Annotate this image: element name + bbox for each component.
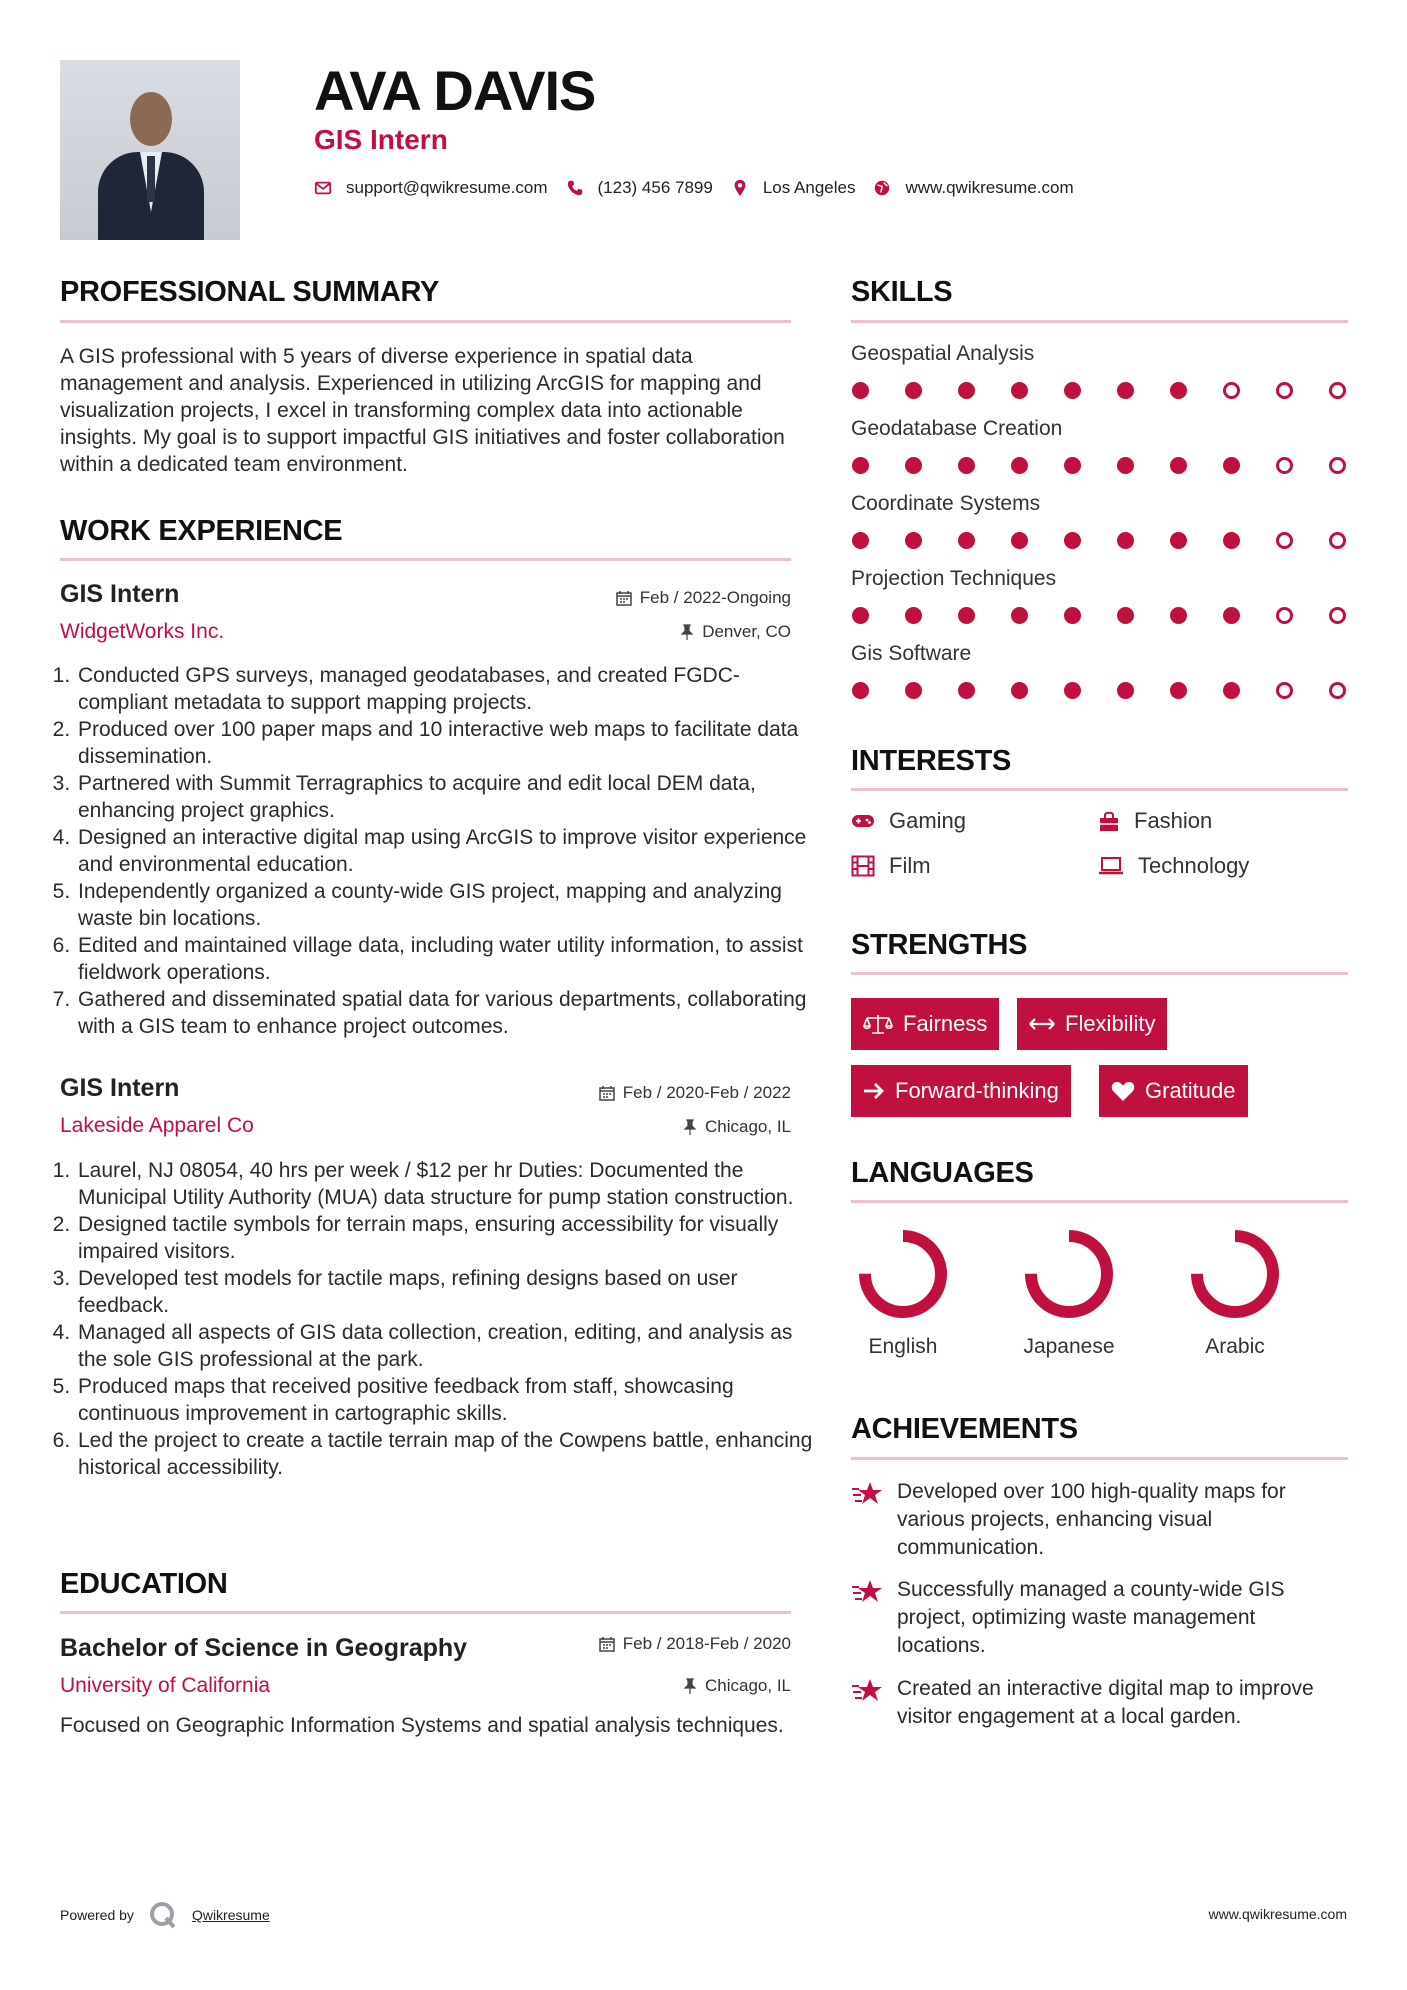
arrow-right-icon <box>863 1082 885 1100</box>
job-duties <box>58 662 816 1040</box>
interest-label: Gaming <box>889 808 967 833</box>
education-description: Focused on Geographic Information Systems and spatial analysis techniques. <box>60 1714 784 1737</box>
language-gauge-arc <box>865 1236 941 1312</box>
language-item <box>1170 1224 1300 1359</box>
skill-name: Gis Software <box>851 642 972 665</box>
rating-dot-filled <box>1117 457 1134 474</box>
rating-dot-filled <box>1011 607 1028 624</box>
rating-dot-filled <box>958 607 975 624</box>
language-gauge <box>1185 1224 1285 1324</box>
list-item: 3. Partnered with Summit Terragraphics to acquire and edit local DEM data, enhancing project graphics. <box>76 770 816 824</box>
rating-dot-empty <box>1276 532 1293 549</box>
rating-dot-filled <box>1011 457 1028 474</box>
contact-email[interactable] <box>314 178 548 198</box>
rating-dot-empty <box>1276 607 1293 624</box>
achievement-text: Created an interactive digital map to improve visitor engagement at a local garden. <box>897 1677 1314 1728</box>
contact-location-text: Los Angeles <box>762 178 856 197</box>
skills-rule <box>851 320 1348 323</box>
rating-dot-filled <box>852 532 869 549</box>
summary-rule <box>60 320 791 323</box>
calendar-icon <box>616 590 632 606</box>
language-label: Japanese <box>1023 1335 1115 1358</box>
rating-dot-empty <box>1329 682 1346 699</box>
summary-text: A GIS professional with 5 years of diverse experience in spatial data management and analysis. Experienced in utilizing ArcGIS for mapping and visualization projects, I excel in transforming complex data into actionable insights. My goal is to support impactful GIS initiatives and foster collaboration within a dedicated team environment. <box>60 345 785 476</box>
skill-rating <box>852 682 1382 699</box>
rating-dot-filled <box>1064 682 1081 699</box>
star-icon <box>851 1677 883 1705</box>
list-item: 7. Gathered and disseminated spatial data for various departments, collaborating with a GIS team to enhance project outcomes. <box>76 986 816 1040</box>
achievement-item <box>851 1576 1348 1660</box>
list-item: 4. Managed all aspects of GIS data collection, creation, editing, and analysis as the sole GIS professional at the park. <box>76 1319 816 1373</box>
list-item: 1. Conducted GPS surveys, managed geodatabases, and created FGDC-compliant metadata to support mapping projects. <box>76 662 816 716</box>
rating-dot-filled <box>1011 532 1028 549</box>
rating-dot-filled <box>1117 382 1134 399</box>
calendar-icon <box>599 1085 615 1101</box>
star-icon <box>851 1480 883 1508</box>
achievements-heading: ACHIEVEMENTS <box>851 1413 1078 1445</box>
education-heading: EDUCATION <box>60 1568 228 1600</box>
job-company: Lakeside Apparel Co <box>60 1114 254 1137</box>
rating-dot-filled <box>905 532 922 549</box>
rating-dot-filled <box>1223 457 1240 474</box>
balance-scale-icon <box>863 1013 893 1035</box>
pin-icon <box>683 1119 697 1135</box>
education-location-text: Chicago, IL <box>705 1676 791 1695</box>
job-location-text: Denver, CO <box>702 622 791 641</box>
language-gauge-arc <box>1031 1236 1107 1312</box>
language-gauge-arc <box>1197 1236 1273 1312</box>
envelope-icon <box>314 179 332 197</box>
achievement-text: Developed over 100 high-quality maps for various projects, enhancing visual communication. <box>897 1480 1286 1559</box>
rating-dot-filled <box>905 682 922 699</box>
experience-heading: WORK EXPERIENCE <box>60 515 343 547</box>
achievements-rule <box>851 1457 1348 1460</box>
interest-label: Fashion <box>1134 808 1213 833</box>
experience-rule <box>60 558 791 561</box>
skill-name: Geospatial Analysis <box>851 342 1035 365</box>
rating-dot-filled <box>958 457 975 474</box>
rating-dot-filled <box>1117 607 1134 624</box>
interest-item <box>1098 853 1249 879</box>
arrows-h-icon <box>1029 1017 1055 1031</box>
rating-dot-filled <box>1064 457 1081 474</box>
education-dates <box>599 1634 791 1654</box>
skills-heading: SKILLS <box>851 276 953 308</box>
interest-label: Film <box>889 853 931 878</box>
summary-heading: PROFESSIONAL SUMMARY <box>60 276 440 308</box>
achievement-item <box>851 1478 1348 1562</box>
globe-icon <box>873 179 891 197</box>
rating-dot-filled <box>1011 382 1028 399</box>
rating-dot-filled <box>852 607 869 624</box>
qwikresume-logo-icon <box>148 1900 178 1930</box>
language-label: English <box>868 1335 938 1358</box>
strength-badge <box>851 998 999 1050</box>
job-dates <box>599 1083 791 1103</box>
calendar-icon <box>599 1636 615 1652</box>
rating-dot-filled <box>1011 682 1028 699</box>
footer-powered-by <box>60 1900 270 1930</box>
rating-dot-filled <box>1117 682 1134 699</box>
achievement-text: Successfully managed a county-wide GIS project, optimizing waste management locations. <box>897 1578 1285 1657</box>
interest-item <box>851 808 966 834</box>
rating-dot-filled <box>905 382 922 399</box>
skill-name: Projection Techniques <box>851 567 1057 590</box>
skill-rating <box>852 607 1382 624</box>
candidate-name: AVA DAVIS <box>314 59 596 122</box>
job-location-text: Chicago, IL <box>705 1117 791 1136</box>
strength-label: Fairness <box>903 1011 988 1036</box>
language-gauge <box>853 1224 953 1324</box>
languages-heading: LANGUAGES <box>851 1157 1034 1189</box>
interest-item <box>1098 808 1212 834</box>
skill-name: Geodatabase Creation <box>851 417 1063 440</box>
job-location <box>683 1117 791 1137</box>
rating-dot-filled <box>1170 682 1187 699</box>
list-item: 1. Laurel, NJ 08054, 40 hrs per week / $12 per hr Duties: Documented the Municipal Utility Authority (MUA) data structure for pump station construction. <box>76 1157 816 1211</box>
powered-by-text: Powered by <box>60 1907 134 1923</box>
footer-site[interactable]: www.qwikresume.com <box>1208 1906 1347 1922</box>
job-company: WidgetWorks Inc. <box>60 620 225 643</box>
strength-label: Forward-thinking <box>895 1078 1059 1103</box>
rating-dot-empty <box>1329 457 1346 474</box>
profile-photo <box>60 60 240 240</box>
list-item: 2. Produced over 100 paper maps and 10 interactive web maps to facilitate data dissemination. <box>76 716 816 770</box>
rating-dot-empty <box>1329 607 1346 624</box>
brand-link[interactable]: Qwikresume <box>191 1907 270 1923</box>
gamepad-icon <box>851 812 875 830</box>
rating-dot-filled <box>1064 382 1081 399</box>
languages-rule <box>851 1200 1348 1203</box>
shopping-bag-icon <box>1098 810 1120 832</box>
rating-dot-filled <box>905 607 922 624</box>
skill-rating <box>852 457 1382 474</box>
candidate-title: GIS Intern <box>314 124 448 155</box>
rating-dot-empty <box>1329 382 1346 399</box>
list-item: 3. Developed test models for tactile maps, refining designs based on user feedback. <box>76 1265 816 1319</box>
pin-icon <box>680 624 694 640</box>
rating-dot-filled <box>852 457 869 474</box>
job-duties <box>58 1157 816 1481</box>
interests-heading: INTERESTS <box>851 745 1012 777</box>
interests-rule <box>851 788 1348 791</box>
pin-icon <box>683 1678 697 1694</box>
education-rule <box>60 1611 791 1614</box>
list-item: 2. Designed tactile symbols for terrain maps, ensuring accessibility for visually impaired visitors. <box>76 1211 816 1265</box>
film-icon <box>851 855 875 877</box>
phone-icon <box>566 179 584 197</box>
strengths-heading: STRENGTHS <box>851 929 1028 961</box>
rating-dot-filled <box>852 682 869 699</box>
skill-name: Coordinate Systems <box>851 492 1041 515</box>
job-dates-text: Feb / 2020-Feb / 2022 <box>622 1083 791 1102</box>
language-item <box>838 1224 968 1359</box>
rating-dot-filled <box>1064 607 1081 624</box>
rating-dot-filled <box>958 382 975 399</box>
rating-dot-filled <box>958 532 975 549</box>
job-title: GIS Intern <box>60 1074 180 1102</box>
rating-dot-filled <box>958 682 975 699</box>
rating-dot-filled <box>1117 532 1134 549</box>
list-item: 5. Produced maps that received positive feedback from staff, showcasing continuous improvement in cartographic skills. <box>76 1373 816 1427</box>
rating-dot-filled <box>1170 532 1187 549</box>
strength-badge <box>851 1065 1071 1117</box>
strength-badge <box>1099 1065 1248 1117</box>
job-location <box>680 622 791 642</box>
rating-dot-empty <box>1223 382 1240 399</box>
rating-dot-filled <box>905 457 922 474</box>
list-item: 6. Edited and maintained village data, including water utility information, to assist fieldwork operations. <box>76 932 816 986</box>
rating-dot-empty <box>1276 382 1293 399</box>
interest-label: Technology <box>1138 853 1250 878</box>
list-item: 6. Led the project to create a tactile terrain map of the Cowpens battle, enhancing historical accessibility. <box>76 1427 816 1481</box>
contact-phone-text: (123) 456 7899 <box>597 178 713 197</box>
job-title: GIS Intern <box>60 580 180 608</box>
language-label: Arabic <box>1205 1335 1265 1358</box>
rating-dot-filled <box>1170 457 1187 474</box>
rating-dot-filled <box>1223 682 1240 699</box>
contact-website-text: www.qwikresume.com <box>905 178 1074 197</box>
contact-location <box>731 178 856 198</box>
strength-badge <box>1017 998 1167 1050</box>
language-gauge <box>1019 1224 1119 1324</box>
interest-item <box>851 853 931 879</box>
contact-email-text: support@qwikresume.com <box>346 178 548 197</box>
education-location <box>683 1676 791 1696</box>
strengths-rule <box>851 972 1348 975</box>
achievement-item <box>851 1675 1348 1731</box>
contact-phone[interactable] <box>566 178 713 198</box>
star-icon <box>851 1578 883 1606</box>
contact-bar <box>314 178 1092 198</box>
map-marker-icon <box>731 179 749 197</box>
list-item: 4. Designed an interactive digital map using ArcGIS to improve visitor experience and environmental education. <box>76 824 816 878</box>
job-dates-text: Feb / 2022-Ongoing <box>639 588 791 607</box>
education-dates-text: Feb / 2018-Feb / 2020 <box>622 1634 791 1653</box>
rating-dot-filled <box>1064 532 1081 549</box>
skill-rating <box>852 532 1382 549</box>
rating-dot-empty <box>1276 682 1293 699</box>
strength-label: Gratitude <box>1145 1078 1236 1103</box>
degree-title: Bachelor of Science in Geography <box>60 1634 468 1662</box>
rating-dot-empty <box>1329 532 1346 549</box>
rating-dot-filled <box>1223 607 1240 624</box>
contact-website[interactable] <box>873 178 1073 198</box>
rating-dot-filled <box>1223 532 1240 549</box>
rating-dot-filled <box>852 382 869 399</box>
strength-label: Flexibility <box>1065 1011 1156 1036</box>
job-dates <box>616 588 791 608</box>
language-item <box>1004 1224 1134 1359</box>
heart-icon <box>1111 1081 1135 1102</box>
rating-dot-filled <box>1170 607 1187 624</box>
rating-dot-empty <box>1276 457 1293 474</box>
skill-rating <box>852 382 1382 399</box>
laptop-icon <box>1098 856 1124 876</box>
list-item: 5. Independently organized a county-wide GIS project, mapping and analyzing waste bin locations. <box>76 878 816 932</box>
rating-dot-filled <box>1170 382 1187 399</box>
school-name: University of California <box>60 1674 271 1697</box>
